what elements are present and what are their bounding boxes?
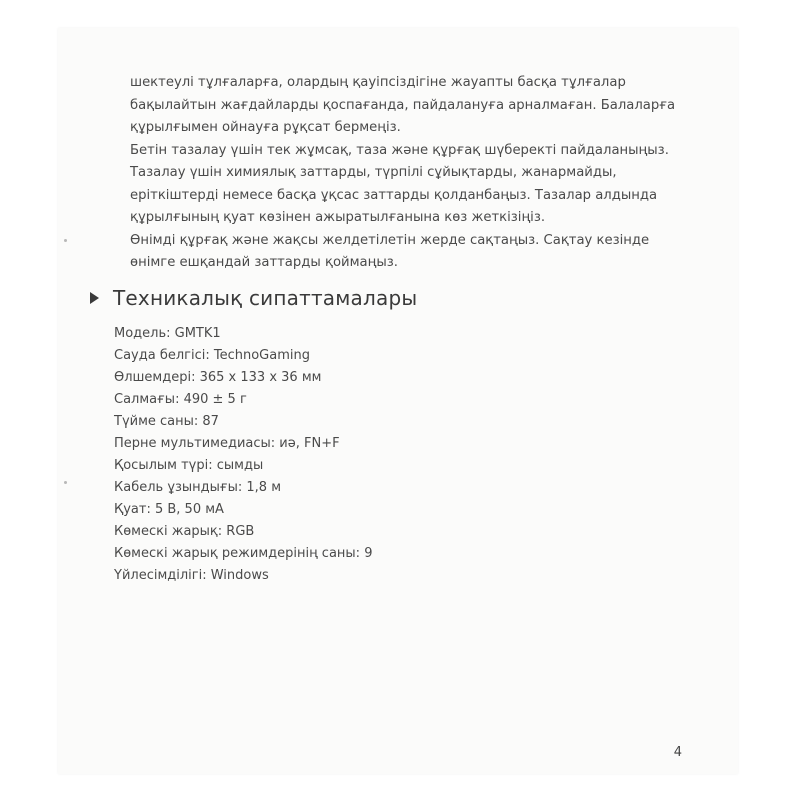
- body-line: Бетін тазалау үшін тек жұмсақ, таза және құрғақ шүберекті пайдаланыңыз.: [130, 142, 669, 158]
- specs-list: [114, 323, 372, 587]
- spec-item: Сауда белгісі: TechnoGaming: [114, 348, 310, 363]
- spec-item: Модель: GMTK1: [114, 326, 221, 341]
- body-paragraph: [130, 72, 730, 275]
- page-number: 4: [673, 745, 682, 760]
- spec-item: Өлшемдері: 365 х 133 х 36 мм: [114, 370, 322, 385]
- spec-item: Үйлесімділігі: Windows: [114, 568, 269, 583]
- body-line: бақылайтын жағдайларды қоспағанда, пайдалануға арналмаған. Балаларға: [130, 97, 676, 113]
- body-line: өнімге ешқандай заттарды қоймаңыз.: [130, 255, 398, 270]
- spec-item: Салмағы: 490 ± 5 г: [114, 392, 247, 407]
- spec-item: Түйме саны: 87: [114, 414, 219, 429]
- body-line: құрылғымен ойнауға рұқсат бермеңіз.: [130, 120, 401, 135]
- section-heading-text: Техникалық сипаттамалары: [113, 286, 418, 310]
- spec-item: Қуат: 5 В, 50 мА: [114, 502, 224, 517]
- print-mark: [64, 481, 67, 484]
- triangle-bullet-icon: [90, 292, 99, 304]
- spec-item: Көмескі жарық: RGB: [114, 524, 255, 539]
- body-line: Тазалау үшін химиялық заттарды, түрпілі сұйықтарды, жанармайды,: [130, 165, 617, 180]
- body-line: құрылғының қуат көзінен ажыратылғанына көз жеткізіңіз.: [130, 210, 546, 225]
- spec-item: Көмескі жарық режимдерінің саны: 9: [114, 546, 373, 561]
- spec-item: Перне мультимедиасы: иә, FN+F: [114, 436, 340, 451]
- body-line: шектеулі тұлғаларға, олардың қауіпсіздігіне жауапты басқа тұлғалар: [130, 75, 626, 90]
- body-line: еріткіштерді немесе басқа ұқсас заттарды қолданбаңыз. Тазалар алдында: [130, 187, 658, 203]
- spec-item: Қосылым түрі: сымды: [114, 458, 264, 473]
- body-line: Өнімді құрғақ және жақсы желдетілетін жерде сақтаңыз. Сақтау кезінде: [130, 232, 650, 248]
- spec-item: Кабель ұзындығы: 1,8 м: [114, 480, 282, 495]
- print-mark: [64, 239, 67, 242]
- section-heading: [90, 286, 417, 310]
- document-page: [58, 28, 738, 774]
